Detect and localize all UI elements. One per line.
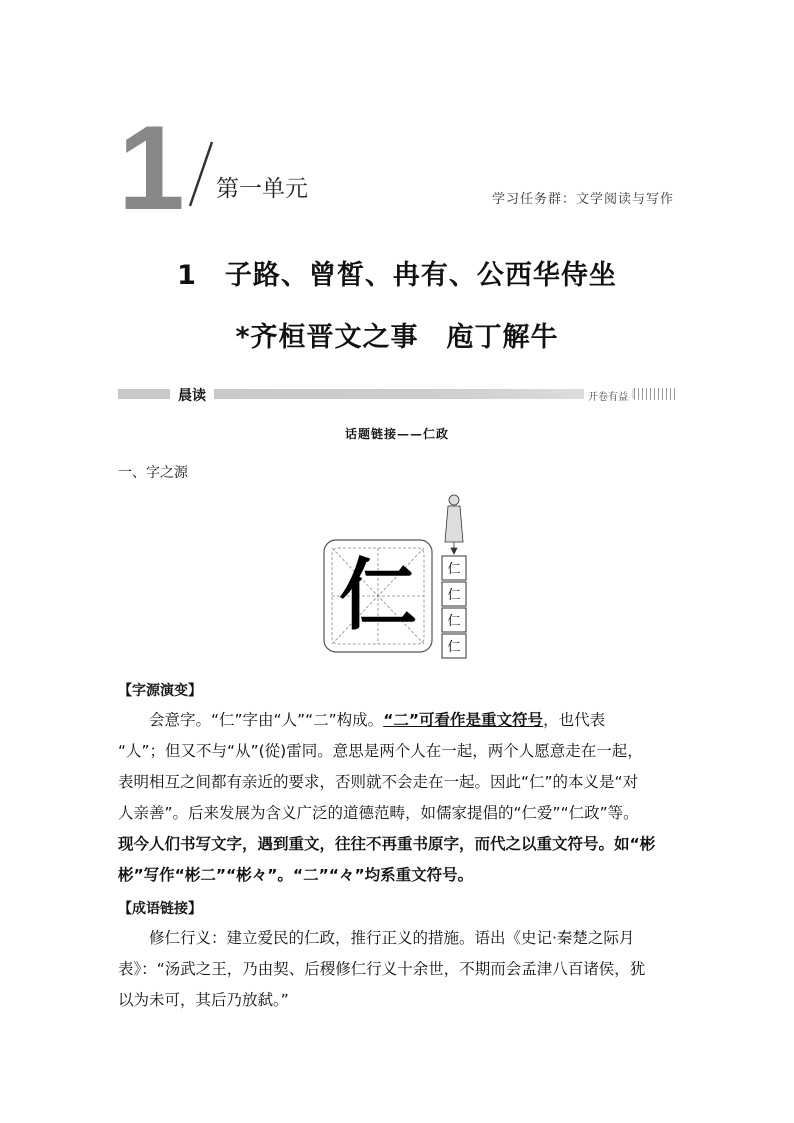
evolution-p1b: ，也代表 — [543, 711, 606, 729]
evolution-p1-underlined: “二”可看作是重文符号 — [383, 711, 544, 729]
stack-glyph-4: 仁 — [447, 640, 461, 655]
task-group: 学习任务群：文学阅读与写作 — [492, 192, 675, 207]
stack-glyph-3: 仁 — [447, 614, 461, 629]
section-bar-right-text: 开卷有益 — [588, 392, 628, 403]
idiom-heading: 【成语链接】 — [118, 901, 202, 917]
evolution-line5 — [118, 829, 678, 860]
topic-heading: 话题链接——仁政 — [344, 427, 449, 441]
stack-glyph-1: 仁 — [447, 562, 461, 577]
idiom-line3: 以为未可，其后乃放弑。” — [118, 991, 289, 1009]
evolution-line6 — [118, 860, 678, 891]
character-figure — [320, 492, 470, 667]
section-bar-label: 晨读 — [178, 388, 206, 404]
idiom-line1: 修仁行义：建立爱民的仁政，推行正义的措施。语出《史记·秦楚之际月 — [149, 929, 635, 947]
lesson-title-line2: *齐桓晋文之事 庖丁解牛 — [235, 322, 559, 353]
evolution-line6-text: 彬”写作“彬二”“彬々”。“二”“々”均系重文符号。 — [118, 866, 474, 884]
glyph-stack — [442, 556, 466, 658]
person-icon — [445, 495, 463, 554]
section1-heading: 一、字之源 — [118, 465, 188, 481]
evolution-line2: “人”；但又不与“从”(從)雷同。意思是两个人在一起，两个人愿意走在一起， — [118, 742, 643, 760]
evolution-line3: 表明相互之间都有亲近的要求，否则就不会走在一起。因此“仁”的本义是“对 — [118, 773, 639, 791]
evolution-p1a: 会意字。“仁”字由“人”“二”构成。 — [149, 711, 384, 729]
unit-number: 1 — [118, 101, 181, 235]
idiom-line2: 表》：“汤武之王，乃由契、后稷修仁行义十余世，不期而会孟津八百诸侯，犹 — [118, 960, 646, 978]
evolution-line5-text: 现今人们书写文字，遇到重文，往往不再重书原字，而代之以重文符号。如“彬 — [118, 835, 656, 853]
lesson-title-line1: 1 子路、曾皙、冉有、公西华侍坐 — [177, 260, 617, 291]
big-glyph: 仁 — [338, 550, 418, 641]
section-bar-stripes — [634, 388, 678, 400]
stack-glyph-2: 仁 — [447, 588, 461, 603]
evolution-heading: 【字源演变】 — [118, 683, 202, 699]
evolution-paragraph — [118, 705, 678, 736]
unit-title: 第一单元 — [216, 176, 308, 202]
evolution-line4: 人亲善”。后来发展为含义广泛的道德范畴，如儒家提倡的“仁爱”“仁政”等。 — [118, 804, 639, 822]
